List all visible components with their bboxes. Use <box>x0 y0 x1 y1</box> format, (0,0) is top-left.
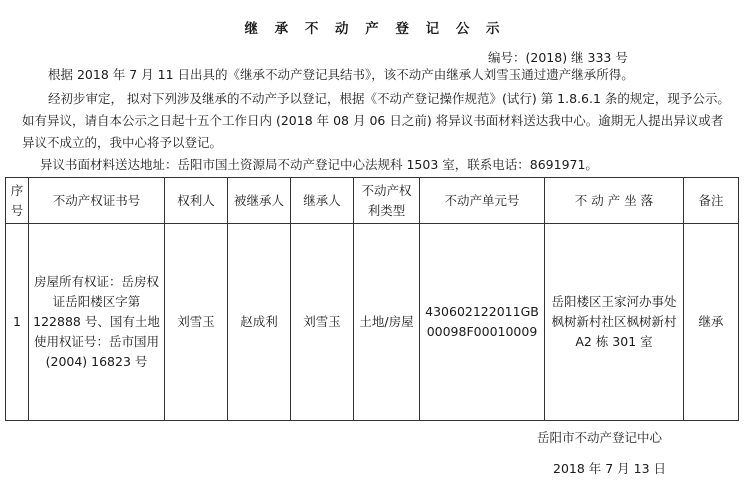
issuer-signature: 岳阳市不动产登记中心 <box>537 430 663 445</box>
cell-deceased: 赵成利 <box>228 224 291 421</box>
header-unit-no: 不动产单元号 <box>420 178 545 224</box>
header-seq: 序号 <box>6 178 29 224</box>
paragraph-objection-address: 异议书面材料送达地址：岳阳市国土资源局不动产登记中心法规科 1503 室，联系电话：8691971。 <box>40 157 598 172</box>
paragraph-basis: 根据 2018 年 7 月 11 日出具的《继承不动产登记具结书》，该不动产由继承人刘雪玉通过遗产继承所得。 <box>48 67 634 82</box>
header-location: 不 动 产 坐 落 <box>545 178 684 224</box>
issue-date: 2018 年 7 月 13 日 <box>553 461 667 476</box>
cell-holder: 刘雪玉 <box>165 224 228 421</box>
cell-remark: 继承 <box>684 224 739 421</box>
notice-title: 继 承 不 动 产 登 记 公 示 <box>244 21 506 37</box>
header-cert: 不动产权证书号 <box>29 178 165 224</box>
cell-heir: 刘雪玉 <box>291 224 354 421</box>
cell-right-type: 土地/房屋 <box>354 224 420 421</box>
table-header-row <box>6 178 739 224</box>
header-holder: 权利人 <box>165 178 228 224</box>
header-heir: 继承人 <box>291 178 354 224</box>
cell-cert: 房屋所有权证：岳房权证岳阳楼区字第 122888 号、国有土地使用权证号：岳市国用 (2004) 16823 号 <box>29 224 165 421</box>
document-number: 编号：(2018) 继 333 号 <box>488 50 628 65</box>
header-right-type: 不动产权利类型 <box>354 178 420 224</box>
header-deceased: 被继承人 <box>228 178 291 224</box>
header-remark: 备注 <box>684 178 739 224</box>
cell-unit-no: 430602122011GB00098F00010009 <box>420 224 545 421</box>
table-row <box>6 224 739 421</box>
paragraph-review: 经初步审定， 拟对下列涉及继承的不动产予以登记，根据《不动产登记操作规范》(试行) 第 1.8.6.1 条的规定，现予公示。如有异议，请自本公示之日起十五个工作日内 (2018 年 08 月 06 日之前) 将异议书面材料送达我中心。逾期无人提出异议或者异议不成立的，我中心将予以登记。 <box>22 91 730 150</box>
cell-location: 岳阳楼区王家河办事处枫树新村社区枫树新村 A2 栋 301 室 <box>545 224 684 421</box>
property-table <box>5 177 739 421</box>
cell-seq: 1 <box>6 224 29 421</box>
